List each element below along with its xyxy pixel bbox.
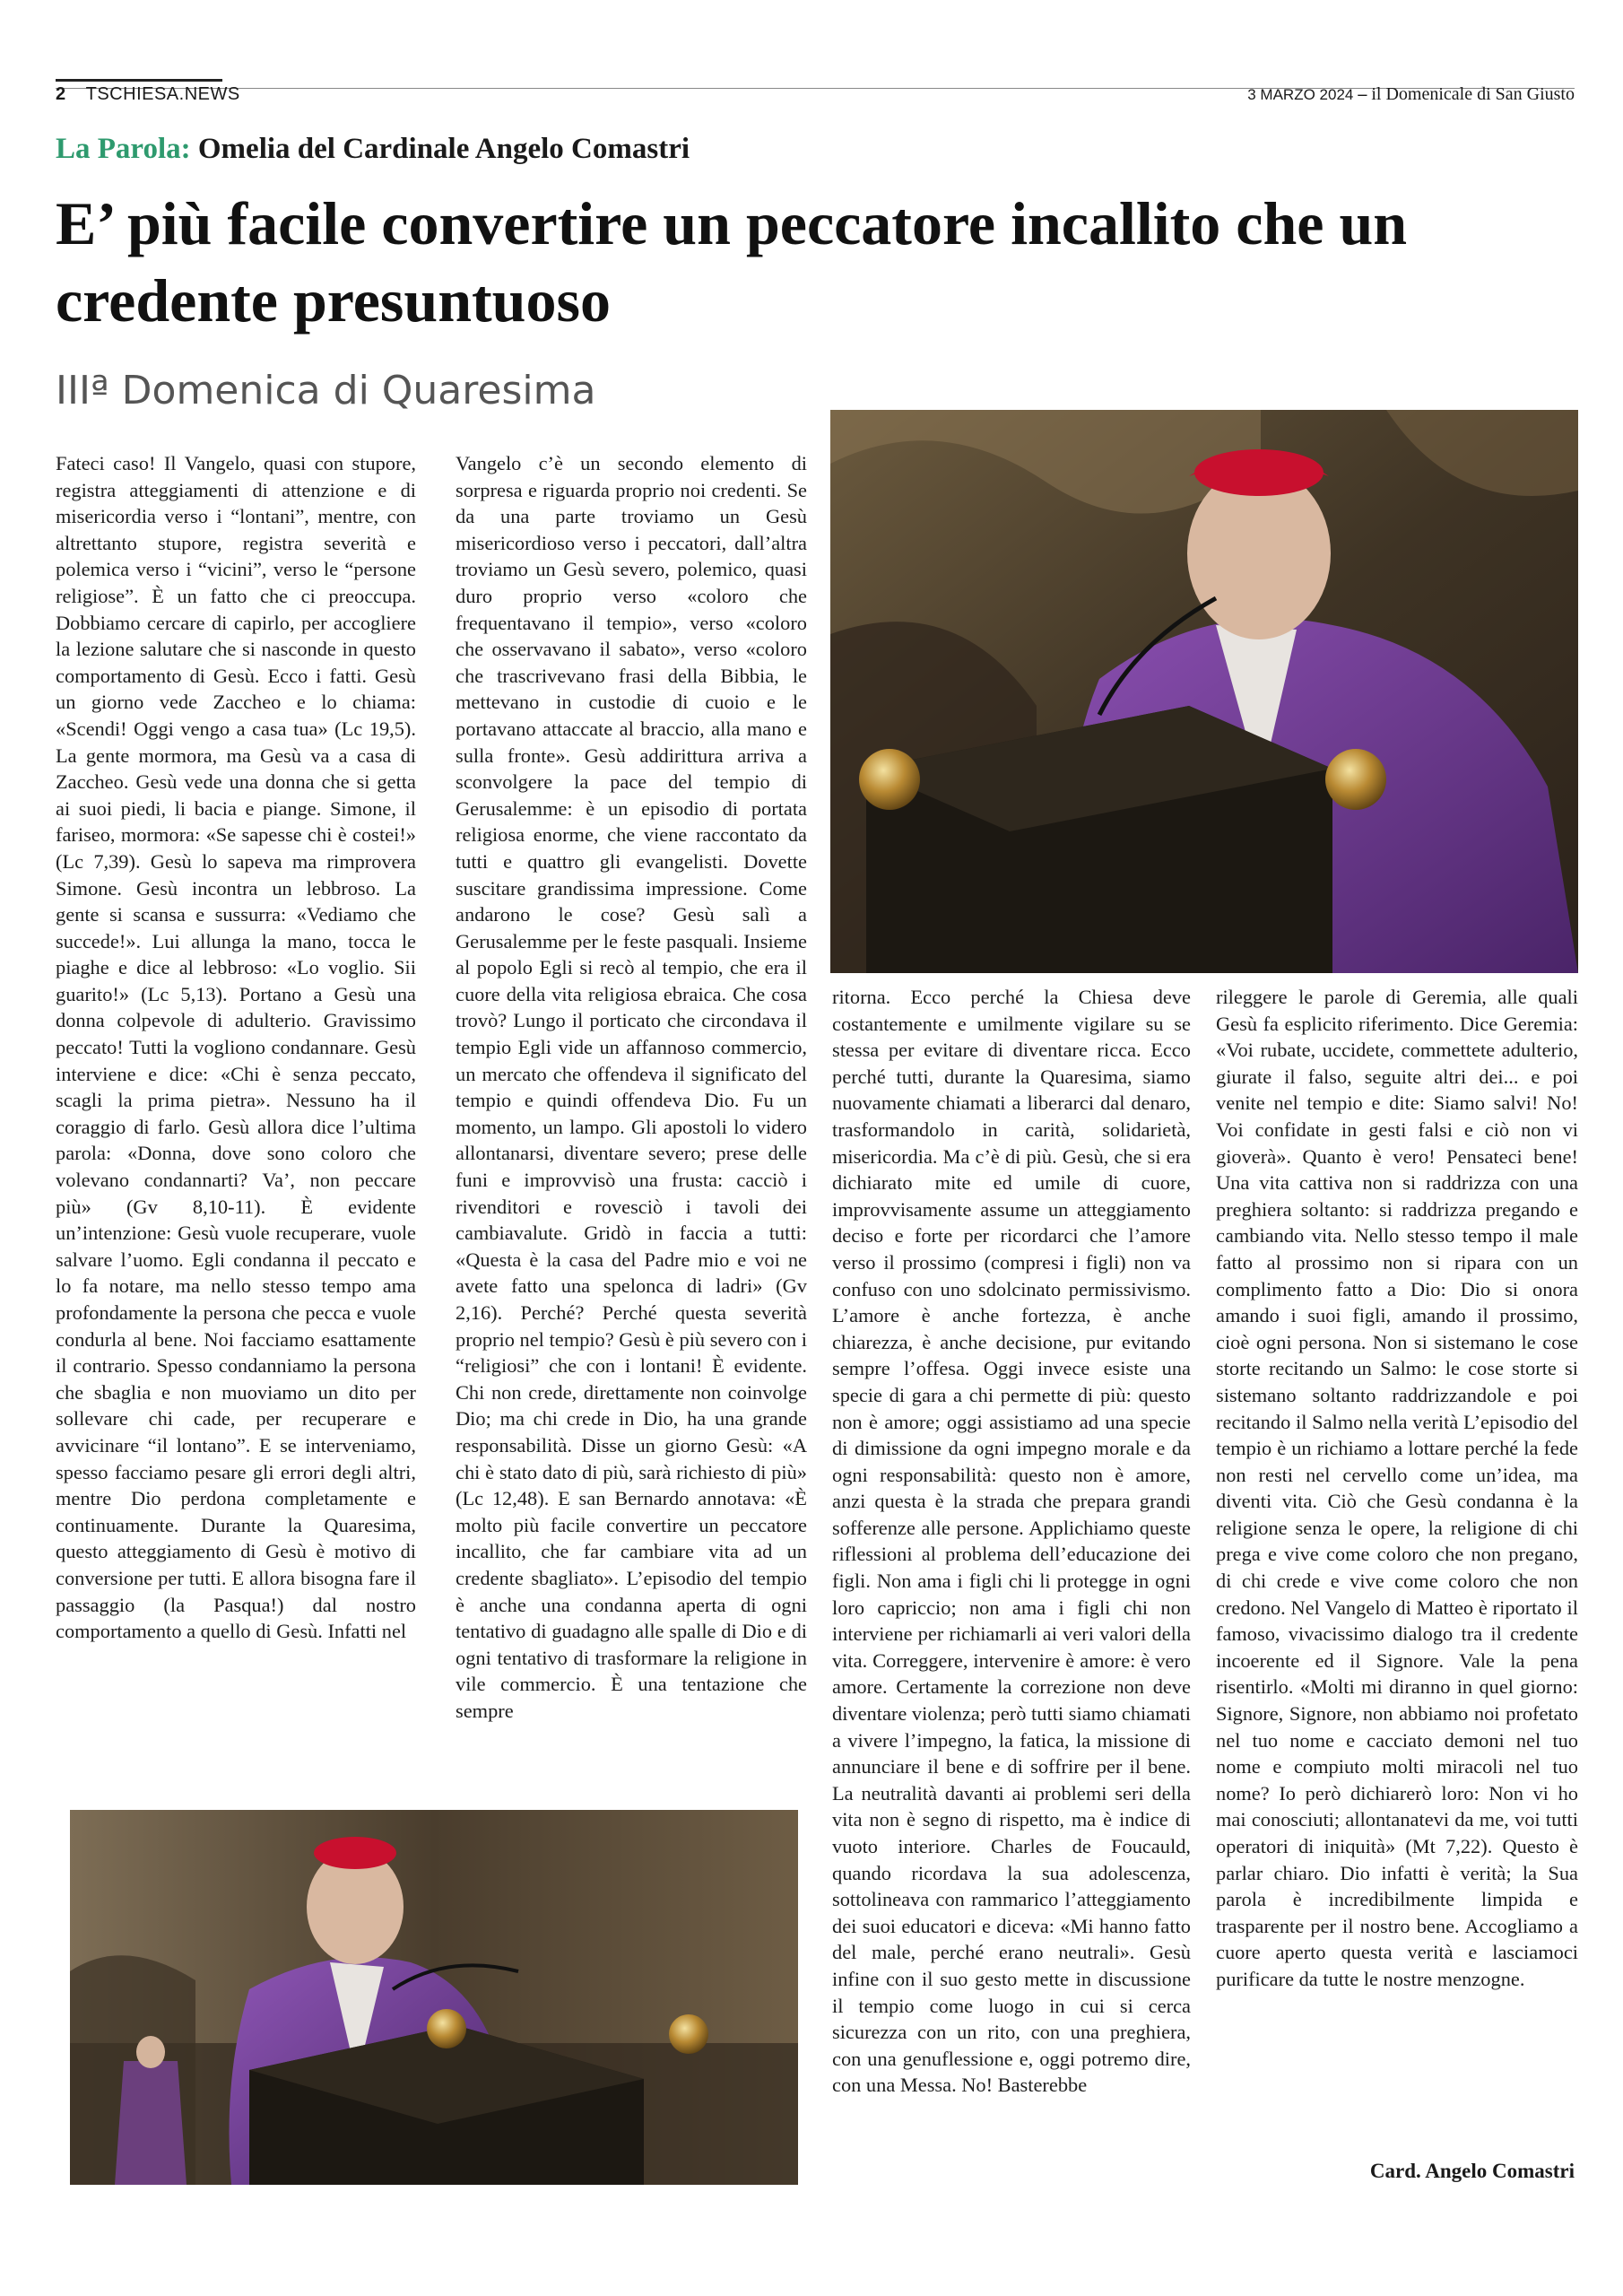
- article-subtitle: IIIª Domenica di Quaresima: [56, 368, 596, 413]
- column-text: Vangelo c’è un secondo elemento di sorpresa e riguarda proprio noi credenti. Se da una parte troviamo un Gesù misericordioso verso i peccatori, dall’altra troviamo un Gesù severo, polemico, quasi duro proprio verso «coloro che frequentavano il tempio», verso «coloro che osservavano il sabato», verso «coloro che trascrivevano frasi della Bibbia, le mettevano in custodie di cuoio e le portavano attaccate al braccio, alla mano e sulla fronte». Gesù addirittura arriva a sconvolgere la pace del tempio di Gerusalemme: è un episodio di portata religiosa enorme, che viene raccontato da tutti e quattro gli evangelisti. Dovette suscitare grandissima impressione. Come andarono le cose? Gesù salì a Gerusalemme per le feste pasquali. Insieme al popolo Egli si recò al tempio, che era il cuore della vita religiosa ebraica. Che cosa trovò? Lungo il porticato che circondava il tempio Egli vide un affannoso commercio, un mercato che offendeva il significato del tempio e quindi offendeva Dio. Fu un momento, un lampo. Gli apostoli lo videro allontanarsi, diventare severo; prese delle funi e improvvisò una frusta: cacciò i rivenditori e rovesciò i tavoli dei cambiavalute. Gridò in faccia a tutti: «Questa è la casa del Padre mio e voi ne avete fatto una spelonca di ladri» (Gv 2,16). Perché? Perché questa severità proprio nel tempio? Gesù è più severo con i “religiosi” che con i lontani! È evidente. Chi non crede, direttamente non coinvolge Dio; ma chi crede in Dio, ha una grande responsabilità. Disse un giorno Gesù: «A chi è stato dato di più, sarà richiesto di più» (Lc 12,48). E san Bernardo annotava: «È molto più facile convertire un peccatore incallito, che far cambiare vita ad un credente sbagliato». L’episodio del tempio è anche una condanna aperta di ogni tentativo di guadagno alle spalle di Dio e di ogni tentativo di trasformare la religione in vile commercio. È una tentazione che sempre: [456, 452, 807, 1722]
- text-column-1: [56, 450, 416, 1645]
- column-text: Fateci caso! Il Vangelo, quasi con stupore, registra atteggiamenti di attenzione e di misericordia verso i “lontani”, mentre, con altrettanto stupore, registra severità e polemica verso i “vicini”, verso le “persone religiose”. È un fatto che ci preoccupa. Dobbiamo cercare di capirlo, per accogliere la lezione salutare che si nasconde in questo comportamento di Gesù. Ecco i fatti. Gesù un giorno vede Zaccheo e lo chiama: «Scendi! Oggi vengo a casa tua» (Lc 19,5). La gente mormora, ma Gesù va a casa di Zaccheo. Gesù vede una donna che si getta ai suoi piedi, li bacia e piange. Simone, il fariseo, mormora: «Se sapesse chi è costei!» (Lc 7,39). Gesù lo sapeva ma rimprovera Simone. Gesù incontra un lebbroso. La gente si scansa e sussurra: «Vediamo che succede!». Lui allunga la mano, tocca le piaghe e dice al lebbroso: «Lo voglio. Sii guarito!» (Lc 5,13). Portano a Gesù una donna colpevole di adulterio. Gravissimo peccato! Tutti la vogliono condannare. Gesù interviene e dice: «Chi è senza peccato, scagli la prima pietra». Nessuno ha il coraggio di farlo. Gesù allora dice l’ultima parola: «Donna, dove sono coloro che volevano condannarti? Va’, non peccare più» (Gv 8,10-11). È evidente un’intenzione: Gesù vuole recuperare, vuole salvare l’uomo. Egli condanna il peccato e lo fa notare, ma nello stesso tempo ama profondamente la persona che pecca e vuole condurla al bene. Noi facciamo esattamente il contrario. Spesso condanniamo la persona che sbaglia e non muoviamo un dito per sollevare chi cade, per recuperare e avvicinare “il lontano”. E se interveniamo, spesso facciamo pesare gli errori degli altri, mentre Dio perdona completamente e continuamente. Durante la Quaresima, questo atteggiamento di Gesù è motivo di conversione per tutti. E allora bisogna fare il passaggio (la Pasqua!) dal nostro comportamento a quello di Gesù. Infatti nel: [56, 452, 416, 1643]
- column-text: ritorna. Ecco perché la Chiesa deve costantemente e umilmente vigilare su se stessa per evitare di diventare ricca. Ecco perché tutti, durante la Quaresima, siamo nuovamente chiamati a liberarci dal denaro, trasformandolo in carità, solidarietà, misericordia. Ma c’è di più. Gesù, che si era dichiarato mite ed umile di cuore, improvvisamente assume un atteggiamento deciso e forte per ricordarci che l’amore verso il prossimo (compresi i figli) non va confuso con uno sdolcinato permissivismo. L’amore è anche fortezza, è anche chiarezza, è anche decisione, pur evitando sempre l’offesa. Oggi invece esiste una specie di gara a chi permette di più: questo non è amore; oggi assistiamo ad una specie di dimissione da ogni impegno morale e da ogni responsabilità: questo non è amore, anzi questa è la strada che prepara grandi sofferenze alle persone. Applichiamo queste riflessioni al problema dell’educazione dei figli. Non ama i figli chi li protegge in ogni loro capriccio; non ama i figli chi non interviene per richiamarli ai veri valori della vita. Correggere, intervenire è amore: è vero amore. Certamente la correzione non deve diventare violenza; però tutti siamo chiamati a vivere l’impegno, la fatica, la missione di annunciare il bene e di soffrire per il bene. La neutralità davanti ai problemi seri della vita non è segno di rispetto, ma è indice di vuoto interiore. Charles de Foucauld, quando ricordava la sua adolescenza, sottolineava con rammarico l’atteggiamento dei suoi educatori e diceva: «Mi hanno fatto del male, perché erano neutrali». Gesù infine con il suo gesto mette in discussione il tempio come luogo in cui si cerca sicurezza con un rito, con una preghiera, con una genuflessione e, oggi potremo dire, con una Messa. No! Basterebbe: [832, 986, 1191, 2097]
- cardinal-photo-main: [830, 410, 1578, 973]
- issue-date: 3 MARZO 2024: [1247, 86, 1354, 103]
- page-number: 2: [56, 84, 66, 104]
- site-name: TSCHIESA.NEWS: [85, 84, 240, 104]
- article-title: E’ più facile convertire un peccatore incallito che un credente presuntuoso: [56, 189, 1408, 335]
- kicker-text: Omelia del Cardinale Angelo Comastri: [197, 133, 690, 165]
- column-text: rileggere le parole di Geremia, alle quali Gesù fa esplicito riferimento. Dice Geremia: «Voi rubate, uccidete, commettete adulterio, giurate il falso, seguite altri dei... e poi venite nel tempio e dite: Siamo salvi! No! Voi confidate in gesti falsi e ciò non vi gioverà». Quanto è vero! Pensateci bene! Una vita cattiva non si raddrizza con una preghiera soltanto: si raddrizza pregando e cambiando vita. Nello stesso tempo il male fatto al prossimo non si ripara con un complimento fatto a Dio: Dio si onora amando i suoi figli, amando il prossimo, cioè ogni persona. Non si sistemano le cose storte recitando un Salmo: le cose storte si sistemano soltanto raddrizzandole e poi recitando il Salmo nella verità L’episodio del tempio è un richiamo a lottare perché la fede non resti nel cervello come un’idea, ma diventi vita. Ciò che Gesù condanna è la religione senza le opere, la religione di chi prega e vive come coloro che non pregano, di chi crede e vive come coloro che non credono. Nel Vangelo di Matteo è riportato il famoso, vivacissimo dialogo tra il credente incoerente ed il Signore. Vale la pena risentirlo. «Molti mi diranno in quel giorno: Signore, Signore, non abbiamo noi profetato nel tuo nome e cacciato demoni nel tuo nome e compiuto molti miracoli nel tuo nome? Io però dichiarerò loro: Non vi ho mai conosciuti; allontanatevi da me, voi tutti operatori di iniquità» (Mt 7,22). Questo è parlar chiaro. Dio infatti è verità; la Sua parola è incredibilmente limpida e trasparente per il nostro bene. Accogliamo a cuore aperto questa verità e lasciamoci purificare da tutte le nostre menzogne.: [1216, 986, 1578, 1990]
- text-column-3: [832, 984, 1191, 2099]
- text-column-2: [456, 450, 807, 1725]
- cardinal-photo-secondary: [70, 1810, 798, 2185]
- publication-name: il Domenicale di San Giusto: [1371, 84, 1575, 104]
- article-kicker: [56, 133, 690, 166]
- header-separator: –: [1358, 84, 1367, 104]
- section-label: La Parola:: [56, 133, 191, 165]
- header-left: [56, 84, 240, 105]
- header-right: [1247, 84, 1575, 105]
- header-rule: [56, 79, 222, 82]
- text-column-4: [1216, 984, 1578, 1993]
- author-signature: Card. Angelo Comastri: [1369, 2160, 1575, 2182]
